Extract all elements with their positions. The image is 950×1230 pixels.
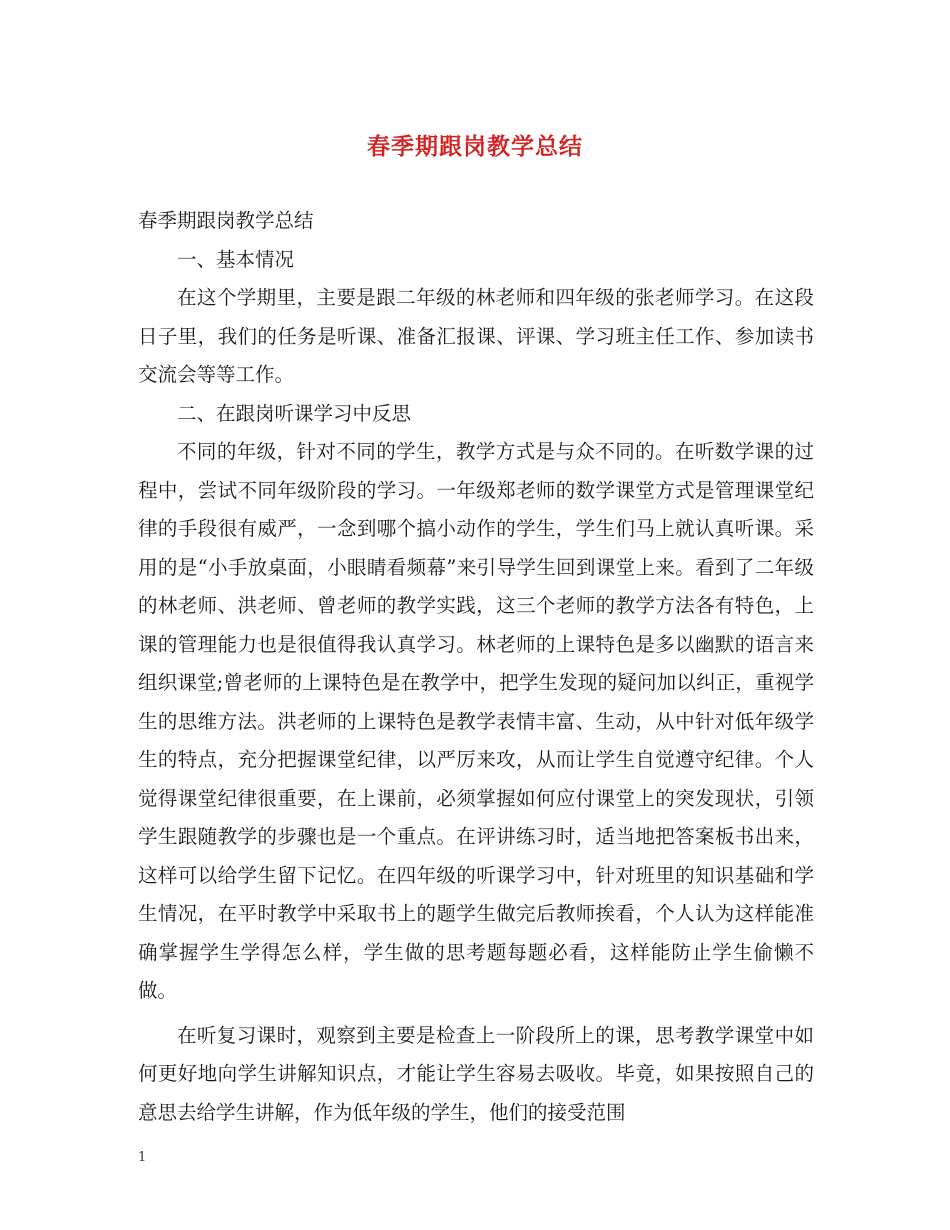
section-heading-basic-situation: 一、基本情况 (177, 247, 295, 271)
body-heading: 春季期跟岗教学总结 (138, 209, 314, 232)
section-heading-reflection: 二、在跟岗听课学习中反思 (177, 401, 412, 425)
page-number: 1 (138, 1150, 147, 1165)
document-body (138, 202, 814, 1132)
paragraph-review-lessons: 在听复习课时，观察到主要是检查上一阶段所上的课，思考教学课堂中如何更好地向学生讲解知识点，才能让学生容易去吸收。毕竟，如果按照自己的意思去给学生讲解，作为低年级的学生，他们的接受范围 (138, 1023, 814, 1124)
paragraph-reflection: 不同的年级，针对不同的学生，教学方式是与众不同的。在听数学课的过程中，尝试不同年级阶段的学习。一年级郑老师的数学课堂方式是管理课堂纪律的手段很有威严，一念到哪个搞小动作的学生，学生们马上就认真听课。采用的是“小手放桌面，小眼睛看频幕”来引导学生回到课堂上来。看到了二年级的林老师、洪老师、曾老师的教学实践，这三个老师的教学方法各有特色，上课的管理能力也是很值得我认真学习。林老师的上课特色是多以幽默的语言来组织课堂;曾老师的上课特色是在教学中，把学生发现的疑问加以纠正，重视学生的思维方法。洪老师的上课特色是教学表情丰富、生动，从中针对低年级学生的特点，充分把握课堂纪律，以严厉来攻，从而让学生自觉遵守纪律。个人觉得课堂纪律很重要，在上课前，必须掌握如何应付课堂上的突发现状，引领学生跟随教学的步骤也是一个重点。在评讲练习时，适当地把答案板书出来，这样可以给学生留下记忆。在四年级的听课学习中，针对班里的知识基础和学生情况，在平时教学中采取书上的题学生做完后教师挨看，个人认为这样能准确掌握学生学得怎么样，学生做的思考题每题必看，这样能防止学生偷懒不做。 (138, 440, 814, 1002)
paragraph-basic-situation: 在这个学期里，主要是跟二年级的林老师和四年级的张老师学习。在这段日子里，我们的任务是听课、准备汇报课、评课、学习班主任工作、参加读书交流会等等工作。 (138, 286, 814, 386)
document-title: 春季期跟岗教学总结 (367, 133, 583, 160)
